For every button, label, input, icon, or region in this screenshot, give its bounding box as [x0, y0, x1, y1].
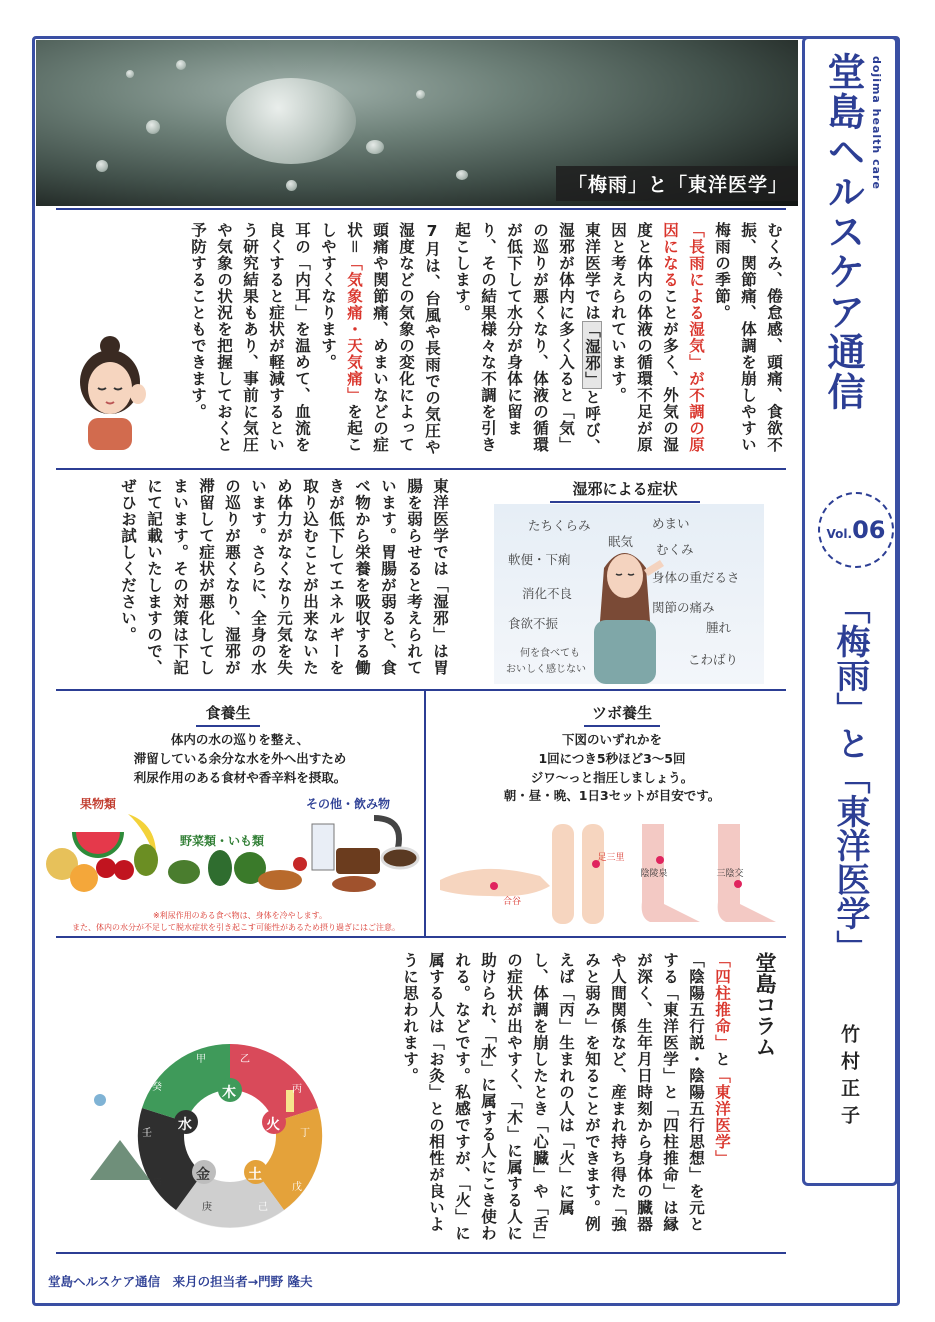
- symptom-item: 眠気: [608, 534, 634, 549]
- intro-p1: むくみ、倦怠感、頭痛、食欲不振、関節痛、体調を崩しやすい梅雨の季節。: [713, 222, 783, 453]
- food-category-vegetable: 野菜類・いも類: [180, 834, 265, 848]
- tsubo-line: 朝・昼・晩、1日3セットが目安です。: [503, 788, 721, 803]
- element-fire: 火: [266, 1117, 280, 1133]
- tsubo-line: 下図のいずれかを: [561, 732, 662, 747]
- element-metal: 金: [196, 1167, 210, 1183]
- intro-p5: 耳の「内耳」を温めて、血流を良くすると症状が軽減するという研究結果もあり、事前に気圧や気象の状況を把握しておくと予防することもできます。: [189, 222, 311, 453]
- footer-text: 堂島ヘルスケア通信 来月の担当者→門野 隆夫: [48, 1274, 313, 1289]
- volume-number: 06: [852, 516, 886, 544]
- newsletter-title: 堂島ヘルスケア通信: [821, 52, 865, 412]
- hero-image: [36, 40, 798, 206]
- stem-label: 戊: [292, 1182, 302, 1193]
- symptom-item: 食欲不振: [508, 616, 559, 631]
- column-title: 堂島コラム: [753, 952, 777, 1057]
- stem-label: 丙: [292, 1084, 302, 1095]
- symptom-item: 腫れ: [706, 620, 732, 635]
- food-line: 滞留している余分な水を外へ出すため: [133, 751, 347, 766]
- symptom-item: むくみ: [656, 542, 694, 557]
- column-mid: と: [713, 1051, 731, 1068]
- column-red-a: 「四柱推命」: [713, 952, 731, 1051]
- intro-p4-b: を起こしやすくなります。: [319, 222, 363, 453]
- stem-label: 己: [258, 1202, 268, 1213]
- symptom-item: 消化不良: [522, 586, 573, 601]
- acupoint-label: 足三里: [597, 853, 625, 863]
- woman-earache-illustration: [62, 330, 158, 450]
- middle-text: 東洋医学では「湿邪」は胃腸を弱らせると考えられています。胃腸が弱ると、食べ物から栄養を吸収する働きが低下してエネルギーを取り込むことが出来ないため体力がなくなり元気を失います。さらに、全身の水の巡りが悪くなり、湿邪が滞留して症状が悪化してしまいます。その対策は下記にて記載いたしますので、ぜひお試しください。: [119, 478, 449, 676]
- acupoint-label: 合谷: [502, 897, 521, 907]
- element-wood: 木: [222, 1085, 236, 1101]
- column-red-b: 「東洋医学」: [713, 1067, 731, 1167]
- symptom-item: 軟便・下痢: [508, 552, 571, 567]
- symptom-item: 身体の重だるさ: [652, 570, 740, 585]
- food-illustration: [44, 808, 420, 908]
- stem-label: 辛: [152, 1178, 162, 1189]
- stem-label: 乙: [240, 1054, 250, 1065]
- column-author: 竹村正子: [838, 1024, 860, 1132]
- intro-p2-rest: ことが多く、外気の湿度と体内の体液の循環不足が原因と考えられています。: [609, 222, 679, 453]
- intro-p4: 7月は、台風や長雨での気圧や湿度などの気象の変化によって頭痛や関節痛、めまいなどの症状＝: [345, 222, 441, 456]
- stem-label: 庚: [202, 1202, 212, 1213]
- volume-label: Vol.: [826, 527, 853, 541]
- acupoint-label: 三陰交: [716, 869, 744, 879]
- subtitle-en: dojima health care: [870, 56, 883, 190]
- food-note: また、体内の水分が不足して脱水症状を引き起こす可能性があるため摂り過ぎにはご注意。: [72, 923, 400, 932]
- food-title: 食養生: [196, 702, 260, 727]
- volume-badge: [818, 492, 894, 568]
- stem-label: 癸: [152, 1082, 162, 1093]
- column-body: [295, 952, 735, 1248]
- tsubo-line: ジワ～っと指圧しましょう。: [530, 770, 694, 785]
- theme-vertical: 「梅雨」と「東洋医学」: [830, 590, 870, 964]
- tsubo-line: 1回につき5秒ほど3～5回: [538, 751, 686, 766]
- hero-title: 「梅雨」と「東洋医学」: [556, 166, 798, 201]
- symptom-item: 関節の痛み: [652, 600, 715, 615]
- intro-text: [449, 222, 787, 466]
- stem-label: 壬: [142, 1128, 152, 1139]
- intro-p3-b: と呼び、湿邪が体内に多く入ると「気」の巡りが悪くなり、体液の循環が低下して水分が身体に留まり、その結果様々な不調を引き起こします。: [453, 222, 601, 455]
- intro-p4-red: 「気象痛・天気痛」: [345, 255, 363, 404]
- food-line: 利尿作用のある食材や香辛料を摂取。: [133, 770, 347, 785]
- food-line: 体内の水の巡りを整え、: [170, 732, 310, 747]
- food-note: ※利尿作用のある食べ物は、身体を冷やします。: [152, 911, 328, 920]
- column-body-text: 「陰陽五行説・陰陽五行思想」を元とする「東洋医学」と「四柱推命」は縁が深く、生年月日時刻から身体の臓器や人間関係など、産まれ持ち得た「強みと弱み」を知ることができます。例えば「丙」生まれの人は「火」に属し、体調を崩したとき「心臓」や「舌」の症状が出やすく、「木」に属する人に助けられ、「水」に属する人にこき使われる。などです。私感ですが、「火」に属する人は「お灸」との相性が良いように思われます。: [401, 952, 705, 1242]
- element-water: 水: [178, 1117, 192, 1133]
- food-category-fruit: 果物類: [80, 797, 117, 811]
- food-category-other: その他・飲み物: [306, 797, 391, 811]
- symptom-item: おいしく感じない: [506, 664, 586, 675]
- symptom-item: たちくらみ: [528, 518, 591, 533]
- tsubo-title: ツボ養生: [584, 702, 660, 727]
- symptom-item: 何を食べても: [520, 648, 580, 659]
- symptom-item: こわばり: [688, 652, 739, 667]
- intro-p3-box: 「湿邪」: [583, 322, 601, 388]
- stem-label: 甲: [196, 1054, 206, 1065]
- acupoint-label: 陰陵泉: [640, 869, 668, 879]
- symptom-item: めまい: [652, 516, 690, 531]
- intro-p2-red: 「長雨による湿気」が不調の原因になる: [661, 222, 705, 453]
- element-earth: 土: [248, 1167, 262, 1183]
- intro-text-2: [185, 222, 445, 466]
- symptoms-title: 湿邪による症状: [550, 478, 700, 503]
- stem-label: 丁: [300, 1128, 310, 1139]
- intro-p3-a: 東洋医学では: [583, 222, 601, 321]
